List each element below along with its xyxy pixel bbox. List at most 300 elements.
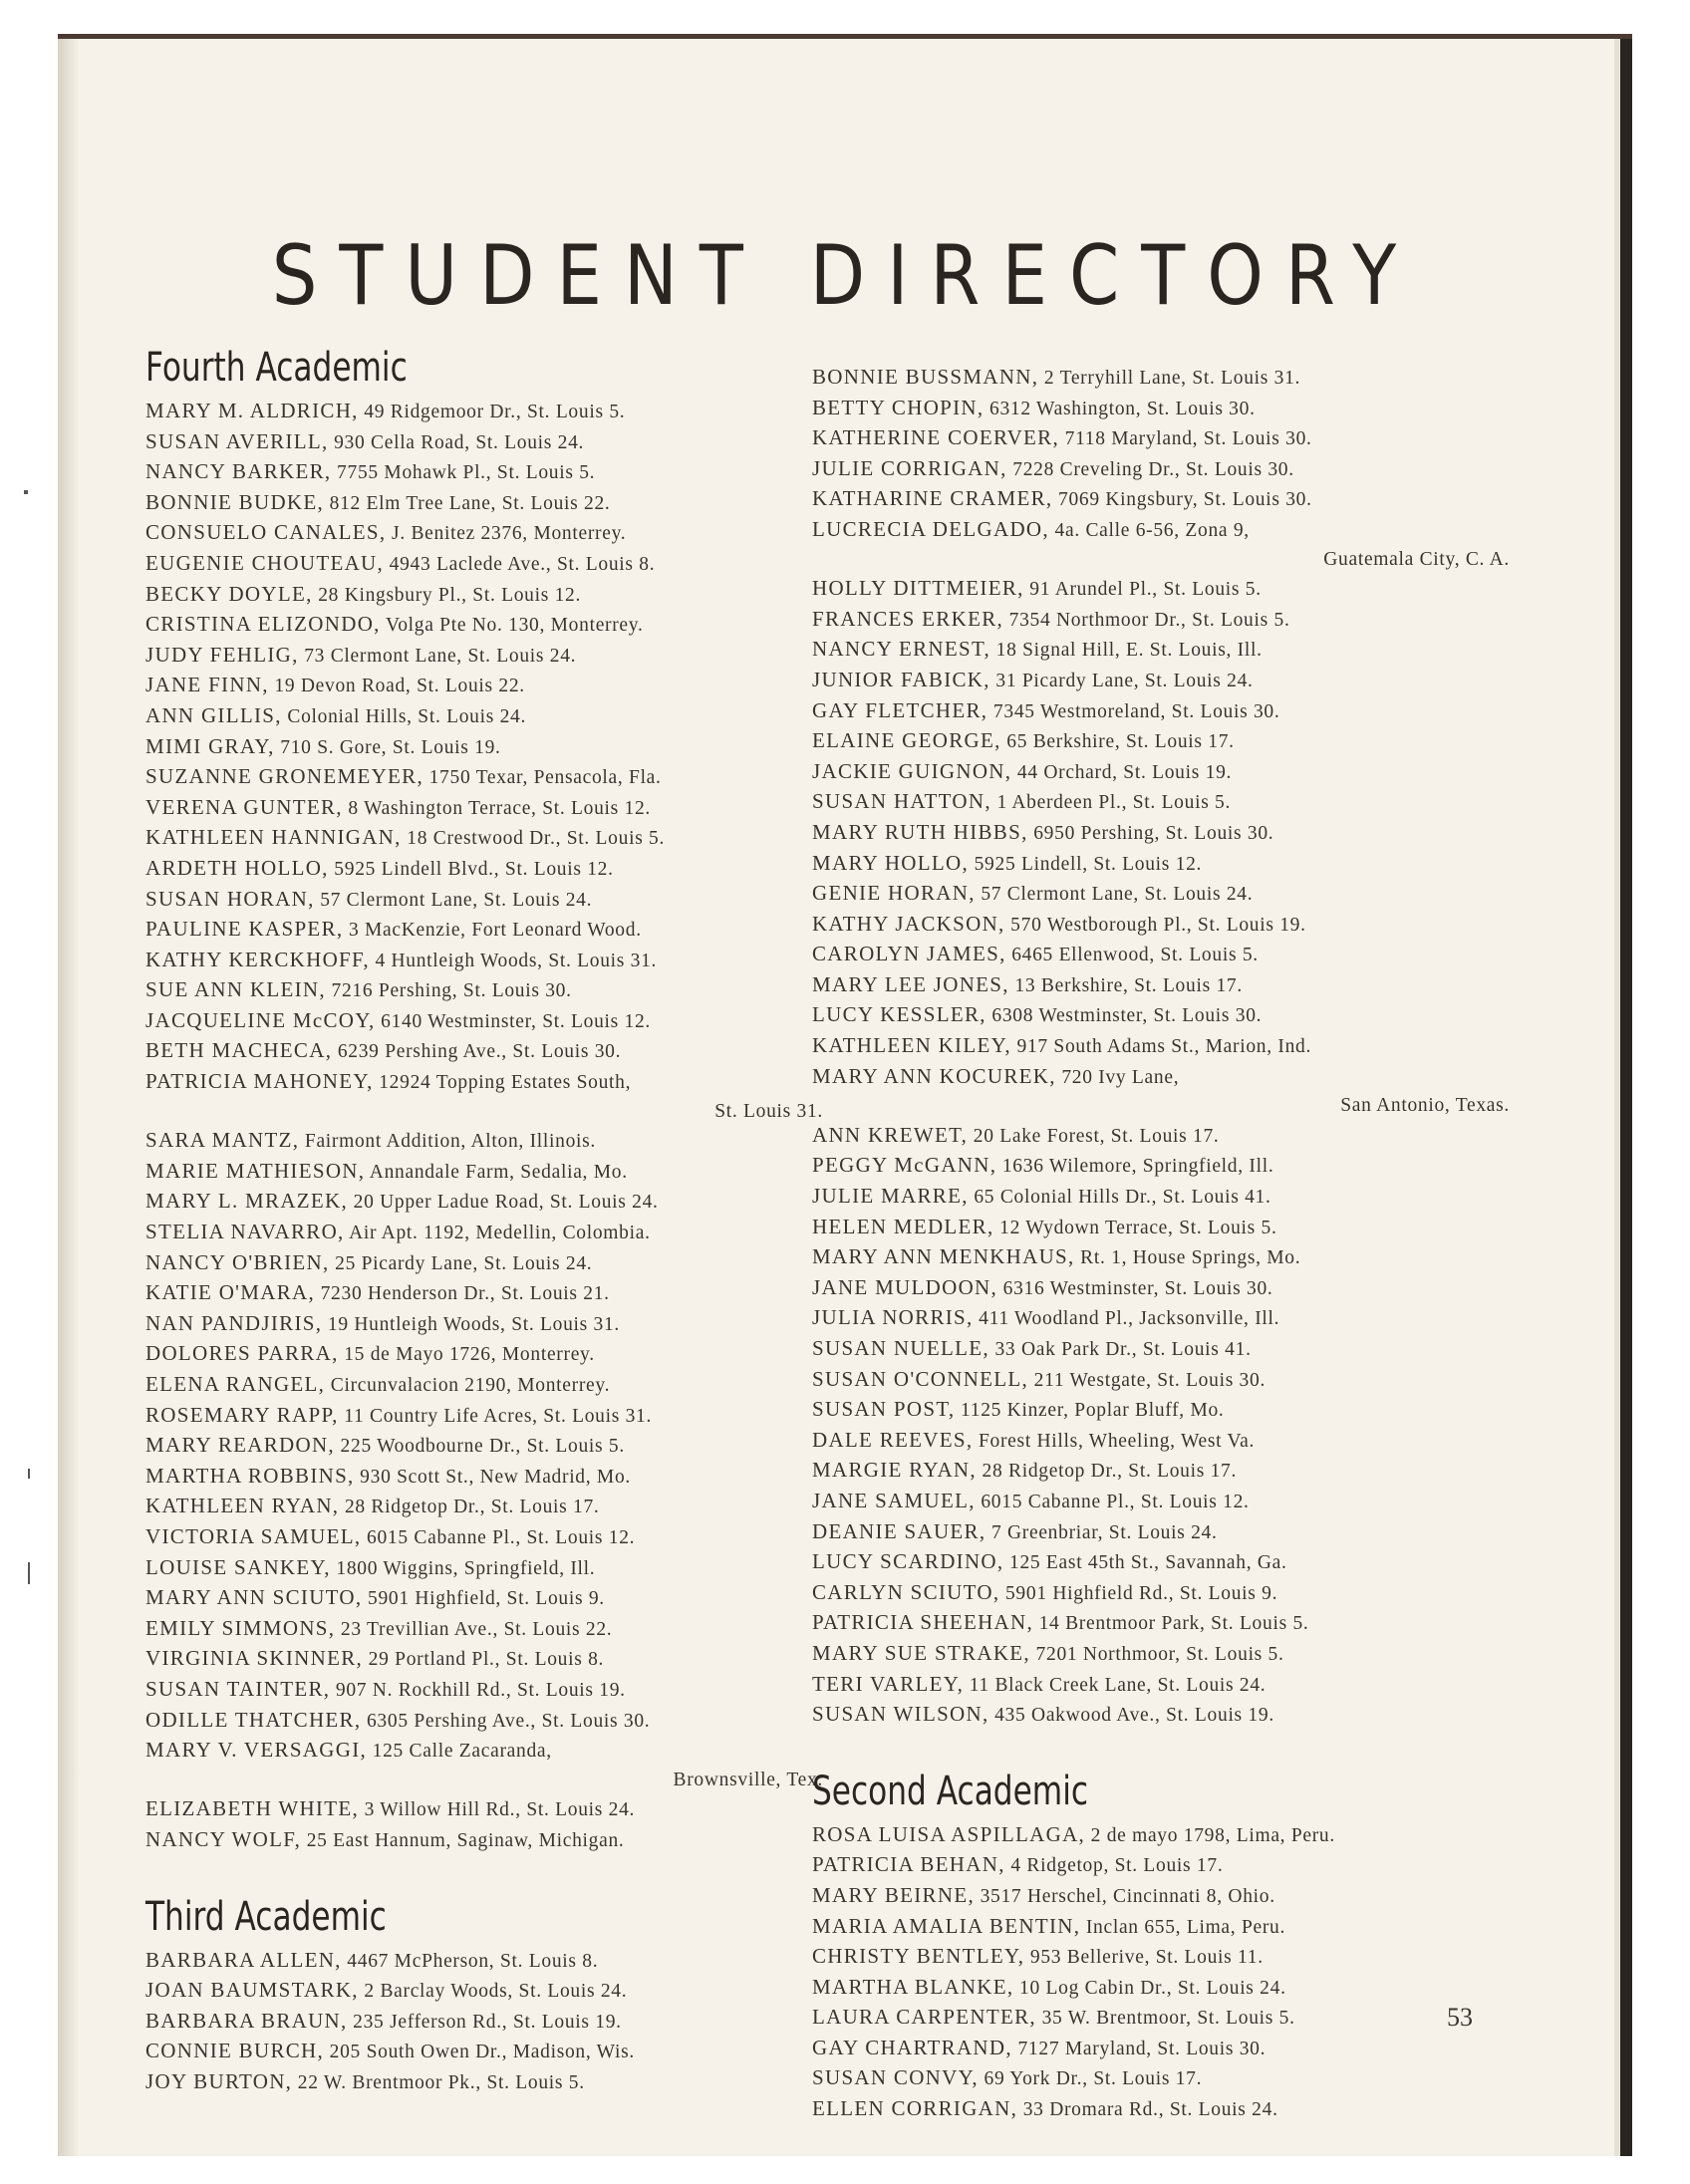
student-address: 25 East Hannum, Saginaw, Michigan.	[301, 1829, 625, 1851]
student-address: 8 Washington Terrace, St. Louis 12.	[342, 797, 651, 819]
student-name: MARY BEIRNE,	[812, 1882, 975, 1907]
directory-entry	[812, 1700, 1510, 1731]
student-address: 7216 Pershing, St. Louis 30.	[325, 980, 572, 1002]
student-name: SARA MANTZ,	[145, 1128, 300, 1153]
student-address: 12 Wydown Terrace, St. Louis 5.	[993, 1217, 1277, 1238]
student-name: HELEN MEDLER,	[812, 1214, 994, 1238]
student-address: 57 Clermont Lane, St. Louis 24.	[975, 884, 1254, 906]
student-address: 22 W. Brentmoor Pk., St. Louis 5.	[292, 2071, 585, 2093]
page-binding-shadow	[58, 39, 80, 2156]
student-address: Colonial Hills, St. Louis 24.	[281, 705, 527, 727]
student-address: 44 Orchard, St. Louis 19.	[1011, 761, 1233, 783]
student-name: SUSAN POST,	[812, 1397, 956, 1422]
section-heading: Third Academic	[145, 1893, 387, 1940]
directory-entry	[812, 1365, 1510, 1396]
student-name: NAN PANDJIRIS,	[145, 1310, 323, 1335]
directory-entry	[145, 2007, 823, 2038]
student-address: J. Benitez 2376, Monterrey.	[386, 523, 627, 545]
directory-entry	[812, 666, 1510, 696]
student-address: 65 Berkshire, St. Louis 17.	[1000, 731, 1235, 753]
student-name: ROSEMARY RAPP,	[145, 1402, 339, 1427]
directory-entry	[145, 397, 823, 427]
student-name: NANCY BARKER,	[145, 459, 332, 484]
directory-entry	[145, 1370, 823, 1401]
directory-entry	[145, 701, 823, 732]
directory-entry	[145, 975, 823, 1006]
directory-entry	[145, 1614, 823, 1645]
student-address: 930 Cella Road, St. Louis 24.	[328, 431, 585, 453]
student-name: ELLEN CORRIGAN,	[812, 2096, 1018, 2121]
directory-entry	[812, 1912, 1510, 1943]
student-name: DOLORES PARRA,	[145, 1341, 339, 1366]
student-name: MARY ANN SCIUTO,	[145, 1585, 363, 1610]
student-address: 7228 Creveling Dr., St. Louis 30.	[1006, 458, 1294, 480]
student-name: BONNIE BUSSMANN,	[812, 365, 1039, 389]
directory-entry	[145, 1309, 823, 1340]
student-address: 3517 Herschel, Cincinnati 8, Ohio.	[975, 1885, 1275, 1907]
student-address: 7069 Kingsbury, St. Louis 30.	[1052, 489, 1312, 511]
student-address: 6316 Westminster, St. Louis 30.	[997, 1277, 1273, 1299]
directory-entry	[145, 823, 823, 854]
student-address: 7201 Northmoor, St. Louis 5.	[1029, 1643, 1284, 1665]
directory-entry	[145, 2067, 823, 2098]
student-address: Air Apt. 1192, Medellin, Colombia.	[344, 1223, 651, 1244]
section-heading: Second Academic	[812, 1768, 1089, 1814]
student-address: 4943 Laclede Ave., St. Louis 8.	[384, 553, 656, 575]
student-name: KATHARINE CRAMER,	[812, 486, 1053, 511]
directory-entry	[812, 2094, 1510, 2125]
directory-entry	[145, 488, 823, 519]
directory-entry	[812, 1820, 1510, 1851]
directory-entry	[812, 1121, 1510, 1152]
student-address: 2 de mayo 1798, Lima, Peru.	[1085, 1824, 1335, 1846]
student-address: 6239 Pershing Ave., St. Louis 30.	[332, 1041, 622, 1063]
student-name: MARY ANN KOCUREK,	[812, 1063, 1056, 1088]
directory-entry	[812, 757, 1510, 788]
page-number: 53	[1447, 2003, 1473, 2032]
directory-entry	[812, 1517, 1510, 1548]
directory-entry	[145, 457, 823, 488]
student-address: 15 de Mayo 1726, Monterrey.	[338, 1344, 595, 1366]
student-address: 6308 Westminster, St. Louis 30.	[986, 1005, 1263, 1027]
student-address: Circunvalacion 2190, Monterrey.	[325, 1375, 611, 1396]
directory-entry	[812, 1062, 1510, 1093]
directory-entry	[812, 2034, 1510, 2064]
student-name: PATRICIA MAHONEY,	[145, 1069, 374, 1094]
student-address: 4 Ridgetop, St. Louis 17.	[1004, 1855, 1224, 1877]
student-address: 7345 Westmoreland, St. Louis 30.	[987, 700, 1280, 722]
student-name: MARY SUE STRAKE,	[812, 1640, 1030, 1665]
student-name: ODILLE THATCHER,	[145, 1707, 362, 1732]
directory-entry	[812, 1273, 1510, 1304]
directory-entry	[145, 610, 823, 641]
student-address: 91 Arundel Pl., St. Louis 5.	[1023, 579, 1262, 601]
directory-entry	[812, 1182, 1510, 1213]
student-name: JANE MULDOON,	[812, 1274, 998, 1299]
student-name: ELIZABETH WHITE,	[145, 1796, 360, 1821]
student-name: JANE FINN,	[145, 673, 269, 697]
student-address: 14 Brentmoor Park, St. Louis 5.	[1033, 1613, 1309, 1635]
student-address: 205 South Owen Dr., Madison, Wis.	[324, 2042, 635, 2063]
directory-entry	[812, 605, 1510, 636]
directory-entry	[145, 1522, 823, 1553]
directory-entry	[812, 1578, 1510, 1609]
directory-entry	[812, 363, 1510, 394]
student-address: 49 Ridgemoor Dr., St. Louis 5.	[358, 402, 626, 422]
directory-entry	[145, 1401, 823, 1432]
student-name: CONNIE BURCH,	[145, 2039, 325, 2063]
student-name: STELIA NAVARRO,	[145, 1220, 345, 1244]
student-address: 6015 Cabanne Pl., St. Louis 12.	[975, 1491, 1250, 1512]
student-address: 18 Signal Hill, E. St. Louis, Ill.	[990, 640, 1263, 662]
directory-entry	[145, 1644, 823, 1675]
directory-entry	[145, 580, 823, 611]
student-address: Forest Hills, Wheeling, West Va.	[973, 1430, 1256, 1452]
student-name: MIMI GRAY,	[145, 733, 275, 758]
student-name: JACKIE GUIGNON,	[812, 758, 1012, 783]
student-name: ROSA LUISA ASPILLAGA,	[812, 1821, 1086, 1846]
directory-entry	[812, 2003, 1510, 2034]
margin-mark	[28, 1469, 30, 1479]
student-name: ARDETH HOLLO,	[145, 855, 329, 880]
student-address: 917 South Adams St., Marion, Ind.	[1010, 1036, 1312, 1058]
directory-entry	[812, 1850, 1510, 1881]
student-name: GENIE HORAN,	[812, 881, 976, 906]
student-address: 11 Country Life Acres, St. Louis 31.	[338, 1405, 653, 1427]
directory-entry	[145, 1278, 823, 1309]
student-name: JULIE CORRIGAN,	[812, 455, 1007, 480]
student-address: 29 Portland Pl., St. Louis 8.	[363, 1649, 605, 1671]
student-name: PEGGY McGANN,	[812, 1153, 997, 1178]
directory-entry	[145, 1825, 823, 1856]
student-address: 7118 Maryland, St. Louis 30.	[1059, 428, 1312, 450]
student-name: JUNIOR FABICK,	[812, 667, 990, 691]
directory-entry	[812, 849, 1510, 880]
student-address: 10 Log Cabin Dr., St. Louis 24.	[1013, 1977, 1286, 1999]
student-name: NANCY O'BRIEN,	[145, 1249, 330, 1274]
student-address: 20 Lake Forest, St. Louis 17.	[968, 1125, 1220, 1147]
directory-entry	[812, 1000, 1510, 1031]
student-name: BONNIE BUDKE,	[145, 489, 325, 514]
directory-entry	[145, 1431, 823, 1462]
student-address: 907 N. Rockhill Rd., St. Louis 19.	[330, 1679, 626, 1701]
student-address: 411 Woodland Pl., Jacksonville, Ill.	[973, 1308, 1280, 1330]
student-name: KATHLEEN RYAN,	[145, 1494, 340, 1518]
directory-entry	[145, 1706, 823, 1737]
student-name: JULIE MARRE,	[812, 1184, 969, 1209]
student-name: MARIA AMALIA BENTIN,	[812, 1913, 1081, 1938]
student-name: MARGIE RYAN,	[812, 1458, 977, 1483]
student-address: 20 Upper Ladue Road, St. Louis 24.	[348, 1192, 659, 1214]
student-name: JOAN BAUMSTARK,	[145, 1978, 359, 2003]
student-name: PATRICIA BEHAN,	[812, 1852, 1005, 1877]
student-address-continued: St. Louis 31.	[714, 1100, 823, 1122]
student-name: MARIE MATHIESON,	[145, 1158, 366, 1183]
student-address: 6465 Ellenwood, St. Louis 5.	[1005, 945, 1259, 966]
student-address: 125 Calle Zacaranda,	[367, 1741, 552, 1763]
directory-entry	[812, 423, 1510, 454]
student-name: DALE REEVES,	[812, 1427, 974, 1452]
directory-entry	[145, 762, 823, 793]
directory-entry	[812, 1334, 1510, 1365]
student-address: 7354 Northmoor Dr., St. Louis 5.	[1003, 609, 1290, 631]
directory-entry	[145, 1553, 823, 1584]
student-address: 2 Barclay Woods, St. Louis 24.	[358, 1981, 628, 2003]
directory-entry	[145, 549, 823, 580]
student-name: DEANIE SAUER,	[812, 1518, 986, 1543]
directory-entry	[145, 1126, 823, 1157]
directory-entry	[812, 696, 1510, 727]
student-address: 65 Colonial Hills Dr., St. Louis 41.	[968, 1187, 1271, 1209]
directory-entry	[812, 879, 1510, 910]
student-name: SUSAN HATTON,	[812, 789, 991, 814]
student-address: 73 Clermont Lane, St. Louis 24.	[298, 645, 577, 667]
directory-entry	[812, 1639, 1510, 1670]
directory-entry	[812, 484, 1510, 515]
student-name: MARY L. MRAZEK,	[145, 1189, 349, 1214]
directory-entry	[812, 635, 1510, 666]
section-spacer	[145, 1856, 823, 1888]
right-column	[812, 363, 1510, 2125]
directory-entry	[812, 1942, 1510, 1973]
student-address: 11 Black Creek Lane, St. Louis 24.	[964, 1674, 1267, 1696]
student-name: CONSUELO CANALES,	[145, 520, 387, 545]
directory-entry	[145, 427, 823, 458]
student-address: 4a. Calle 6-56, Zona 9,	[1048, 519, 1250, 541]
student-name: FRANCES ERKER,	[812, 606, 1004, 631]
student-address: 953 Bellerive, St. Louis 11.	[1024, 1947, 1264, 1969]
student-address: 12924 Topping Estates South,	[373, 1072, 632, 1094]
student-address: 7127 Maryland, St. Louis 30.	[1011, 2038, 1267, 2059]
student-name: TERI VARLEY,	[812, 1671, 965, 1696]
student-address-continued: Guatemala City, C. A.	[1323, 548, 1510, 570]
student-name: JUDY FEHLIG,	[145, 642, 299, 667]
student-name: CARLYN SCIUTO,	[812, 1579, 1000, 1604]
student-name: BARBARA ALLEN,	[145, 1947, 342, 1972]
directory-entry	[812, 818, 1510, 849]
student-name: BETH MACHECA,	[145, 1038, 333, 1063]
student-address-continued: Brownsville, Tex.	[673, 1769, 823, 1790]
directory-entry	[145, 1675, 823, 1706]
student-name: MARY LEE JONES,	[812, 971, 1009, 996]
student-name: SUSAN WILSON,	[812, 1702, 989, 1727]
student-name: EUGENIE CHOUTEAU,	[145, 550, 385, 575]
student-address: 4 Huntleigh Woods, St. Louis 31.	[369, 950, 658, 971]
student-name: SUSAN TAINTER,	[145, 1676, 331, 1701]
student-name: VIRGINIA SKINNER,	[145, 1646, 364, 1671]
directory-entry	[145, 885, 823, 916]
student-name: MARY RUTH HIBBS,	[812, 819, 1028, 844]
student-address: 19 Devon Road, St. Louis 22.	[268, 676, 525, 697]
student-name: KATHY KERCKHOFF,	[145, 947, 370, 971]
directory-entry	[812, 515, 1510, 546]
student-name: SUSAN O'CONNELL,	[812, 1366, 1029, 1391]
student-name: KATHLEEN KILEY,	[812, 1033, 1011, 1058]
student-name: SUZANNE GRONEMEYER,	[145, 764, 424, 789]
directory-entry	[145, 1976, 823, 2007]
student-address: Inclan 655, Lima, Peru.	[1080, 1916, 1286, 1938]
directory-entry	[145, 1157, 823, 1188]
student-address: Volga Pte No. 130, Monterrey.	[380, 615, 644, 637]
student-address: 710 S. Gore, St. Louis 19.	[274, 736, 501, 758]
student-address: 5901 Highfield Rd., St. Louis 9.	[999, 1582, 1278, 1604]
directory-entry	[812, 1242, 1510, 1273]
directory-entry	[145, 1218, 823, 1248]
student-address: 28 Kingsbury Pl., St. Louis 12.	[312, 584, 582, 606]
student-address: 18 Crestwood Dr., St. Louis 5.	[401, 828, 666, 850]
directory-entry	[145, 1248, 823, 1279]
student-address: 57 Clermont Lane, St. Louis 24.	[314, 889, 593, 911]
directory-entry	[812, 1395, 1510, 1426]
student-name: BETTY CHOPIN,	[812, 395, 985, 419]
student-name: JULIA NORRIS,	[812, 1305, 974, 1330]
student-address: 6140 Westminster, St. Louis 12.	[375, 1010, 651, 1032]
student-address: 69 York Dr., St. Louis 17.	[978, 2068, 1203, 2090]
student-name: NANCY WOLF,	[145, 1826, 302, 1851]
directory-entry	[812, 1426, 1510, 1457]
student-address: 6312 Washington, St. Louis 30.	[984, 398, 1256, 419]
student-address: Fairmont Addition, Alton, Illinois.	[299, 1131, 597, 1153]
student-name: KATHY JACKSON,	[812, 911, 1005, 936]
student-address: 33 Dromara Rd., St. Louis 24.	[1017, 2099, 1278, 2121]
student-address: 2 Terryhill Lane, St. Louis 31.	[1038, 368, 1301, 389]
directory-entry	[812, 1608, 1510, 1639]
page-title: STUDENT DIRECTORY	[271, 227, 1419, 324]
directory-entry	[145, 1492, 823, 1522]
student-address: 23 Trevillian Ave., St. Louis 22.	[335, 1618, 613, 1640]
directory-entry	[812, 970, 1510, 1001]
student-name: LUCY KESSLER,	[812, 1002, 986, 1027]
directory-entry	[145, 732, 823, 763]
directory-entry	[812, 1303, 1510, 1334]
student-name: LUCRECIA DELGADO,	[812, 516, 1049, 541]
student-address: 7 Greenbriar, St. Louis 24.	[986, 1521, 1218, 1543]
student-name: MARY REARDON,	[145, 1433, 335, 1458]
student-address: 7230 Henderson Dr., St. Louis 21.	[315, 1283, 610, 1305]
directory-entry	[145, 1067, 823, 1098]
student-address: 930 Scott St., New Madrid, Mo.	[354, 1466, 631, 1488]
student-name: MARY ANN MENKHAUS,	[812, 1244, 1075, 1269]
student-address: 1750 Texar, Pensacola, Fla.	[423, 767, 662, 789]
student-name: ELENA RANGEL,	[145, 1372, 326, 1396]
student-address: 7755 Mohawk Pl., St. Louis 5.	[331, 462, 596, 484]
directory-entry	[145, 1462, 823, 1493]
student-address: 570 Westborough Pl., St. Louis 19.	[1004, 914, 1306, 936]
student-name: PATRICIA SHEEHAN,	[812, 1610, 1034, 1635]
student-name: SUSAN HORAN,	[145, 886, 315, 911]
directory-entry	[812, 1487, 1510, 1517]
student-address: 1636 Wilemore, Springfield, Ill.	[996, 1156, 1274, 1178]
student-name: EMILY SIMMONS,	[145, 1615, 336, 1640]
directory-entry	[145, 1036, 823, 1067]
directory-entry	[145, 915, 823, 946]
directory-entry	[812, 1973, 1510, 2004]
student-name: ANN KREWET,	[812, 1122, 969, 1147]
directory-entry	[145, 854, 823, 885]
student-address: 5925 Lindell Blvd., St. Louis 12.	[328, 858, 614, 880]
directory-entry	[812, 1151, 1510, 1182]
student-name: KATHLEEN HANNIGAN,	[145, 825, 402, 850]
directory-entry	[145, 1339, 823, 1370]
student-name: JANE SAMUEL,	[812, 1488, 976, 1512]
directory-entry	[145, 1794, 823, 1825]
directory-entry	[812, 910, 1510, 941]
student-name: SUSAN CONVY,	[812, 2065, 979, 2090]
directory-entry	[145, 641, 823, 672]
directory-entry	[145, 1006, 823, 1037]
student-address: 3 MacKenzie, Fort Leonard Wood.	[343, 920, 642, 942]
margin-mark	[24, 490, 28, 494]
student-name: MARTHA ROBBINS,	[145, 1463, 355, 1488]
student-name: GAY FLETCHER,	[812, 697, 988, 722]
student-name: LUCY SCARDINO,	[812, 1549, 1004, 1574]
student-address: 5901 Highfield, St. Louis 9.	[362, 1588, 605, 1610]
student-name: KATIE O'MARA,	[145, 1280, 316, 1305]
student-address: 31 Picardy Lane, St. Louis 24.	[989, 670, 1254, 691]
section-spacer	[812, 1731, 1510, 1763]
student-name: GAY CHARTRAND,	[812, 2035, 1012, 2059]
student-name: SUSAN NUELLE,	[812, 1336, 989, 1360]
directory-entry	[812, 394, 1510, 424]
student-name: JACQUELINE McCOY,	[145, 1007, 376, 1032]
student-address: 33 Oak Park Dr., St. Louis 41.	[988, 1339, 1252, 1360]
student-name: MARY HOLLO,	[812, 850, 970, 875]
directory-entry	[812, 2063, 1510, 2094]
directory-entry	[812, 787, 1510, 818]
student-name: JOY BURTON,	[145, 2068, 293, 2093]
student-address: 435 Oakwood Ave., St. Louis 19.	[988, 1705, 1274, 1727]
student-name: LOUISE SANKEY,	[145, 1554, 331, 1579]
student-address: 3 Willow Hill Rd., St. Louis 24.	[359, 1799, 636, 1821]
student-address: 720 Ivy Lane,	[1055, 1066, 1180, 1088]
directory-entry	[812, 1881, 1510, 1912]
student-name: LAURA CARPENTER,	[812, 2005, 1036, 2030]
student-name: BARBARA BRAUN,	[145, 2008, 348, 2033]
student-name: HOLLY DITTMEIER,	[812, 576, 1024, 601]
student-name: CRISTINA ELIZONDO,	[145, 612, 381, 637]
student-name: VERENA GUNTER,	[145, 794, 343, 819]
directory-entry	[145, 1736, 823, 1767]
student-name: ANN GILLIS,	[145, 702, 282, 727]
student-address-continued: San Antonio, Texas.	[1340, 1095, 1510, 1117]
student-address: 211 Westgate, St. Louis 30.	[1028, 1369, 1267, 1391]
directory-entry	[145, 671, 823, 701]
directory-entry	[812, 454, 1510, 485]
student-address: 125 East 45th St., Savannah, Ga.	[1003, 1552, 1287, 1574]
directory-entry	[145, 1946, 823, 1977]
directory-entry	[812, 726, 1510, 757]
directory-entry	[812, 1213, 1510, 1243]
left-column	[145, 339, 823, 2097]
student-name: CHRISTY BENTLEY,	[812, 1944, 1025, 1969]
student-address: 13 Berkshire, St. Louis 17.	[1008, 974, 1243, 996]
student-name: MARY V. VERSAGGI,	[145, 1738, 368, 1763]
margin-mark	[28, 1562, 30, 1584]
student-name: NANCY ERNEST,	[812, 637, 991, 662]
directory-entry	[145, 1583, 823, 1614]
student-name: CAROLYN JAMES,	[812, 942, 1006, 966]
student-address: 6950 Pershing, St. Louis 30.	[1027, 822, 1274, 844]
directory-entry	[145, 2037, 823, 2067]
student-address: 4467 McPherson, St. Louis 8.	[341, 1950, 599, 1972]
directory-entry	[812, 574, 1510, 605]
student-address: 19 Huntleigh Woods, St. Louis 31.	[322, 1313, 620, 1335]
student-name: MARY M. ALDRICH,	[145, 399, 359, 422]
student-address: 25 Picardy Lane, St. Louis 24.	[329, 1252, 593, 1274]
directory-entry	[812, 940, 1510, 970]
directory-entry	[812, 1670, 1510, 1701]
student-address: 1125 Kinzer, Poplar Bluff, Mo.	[955, 1400, 1225, 1422]
